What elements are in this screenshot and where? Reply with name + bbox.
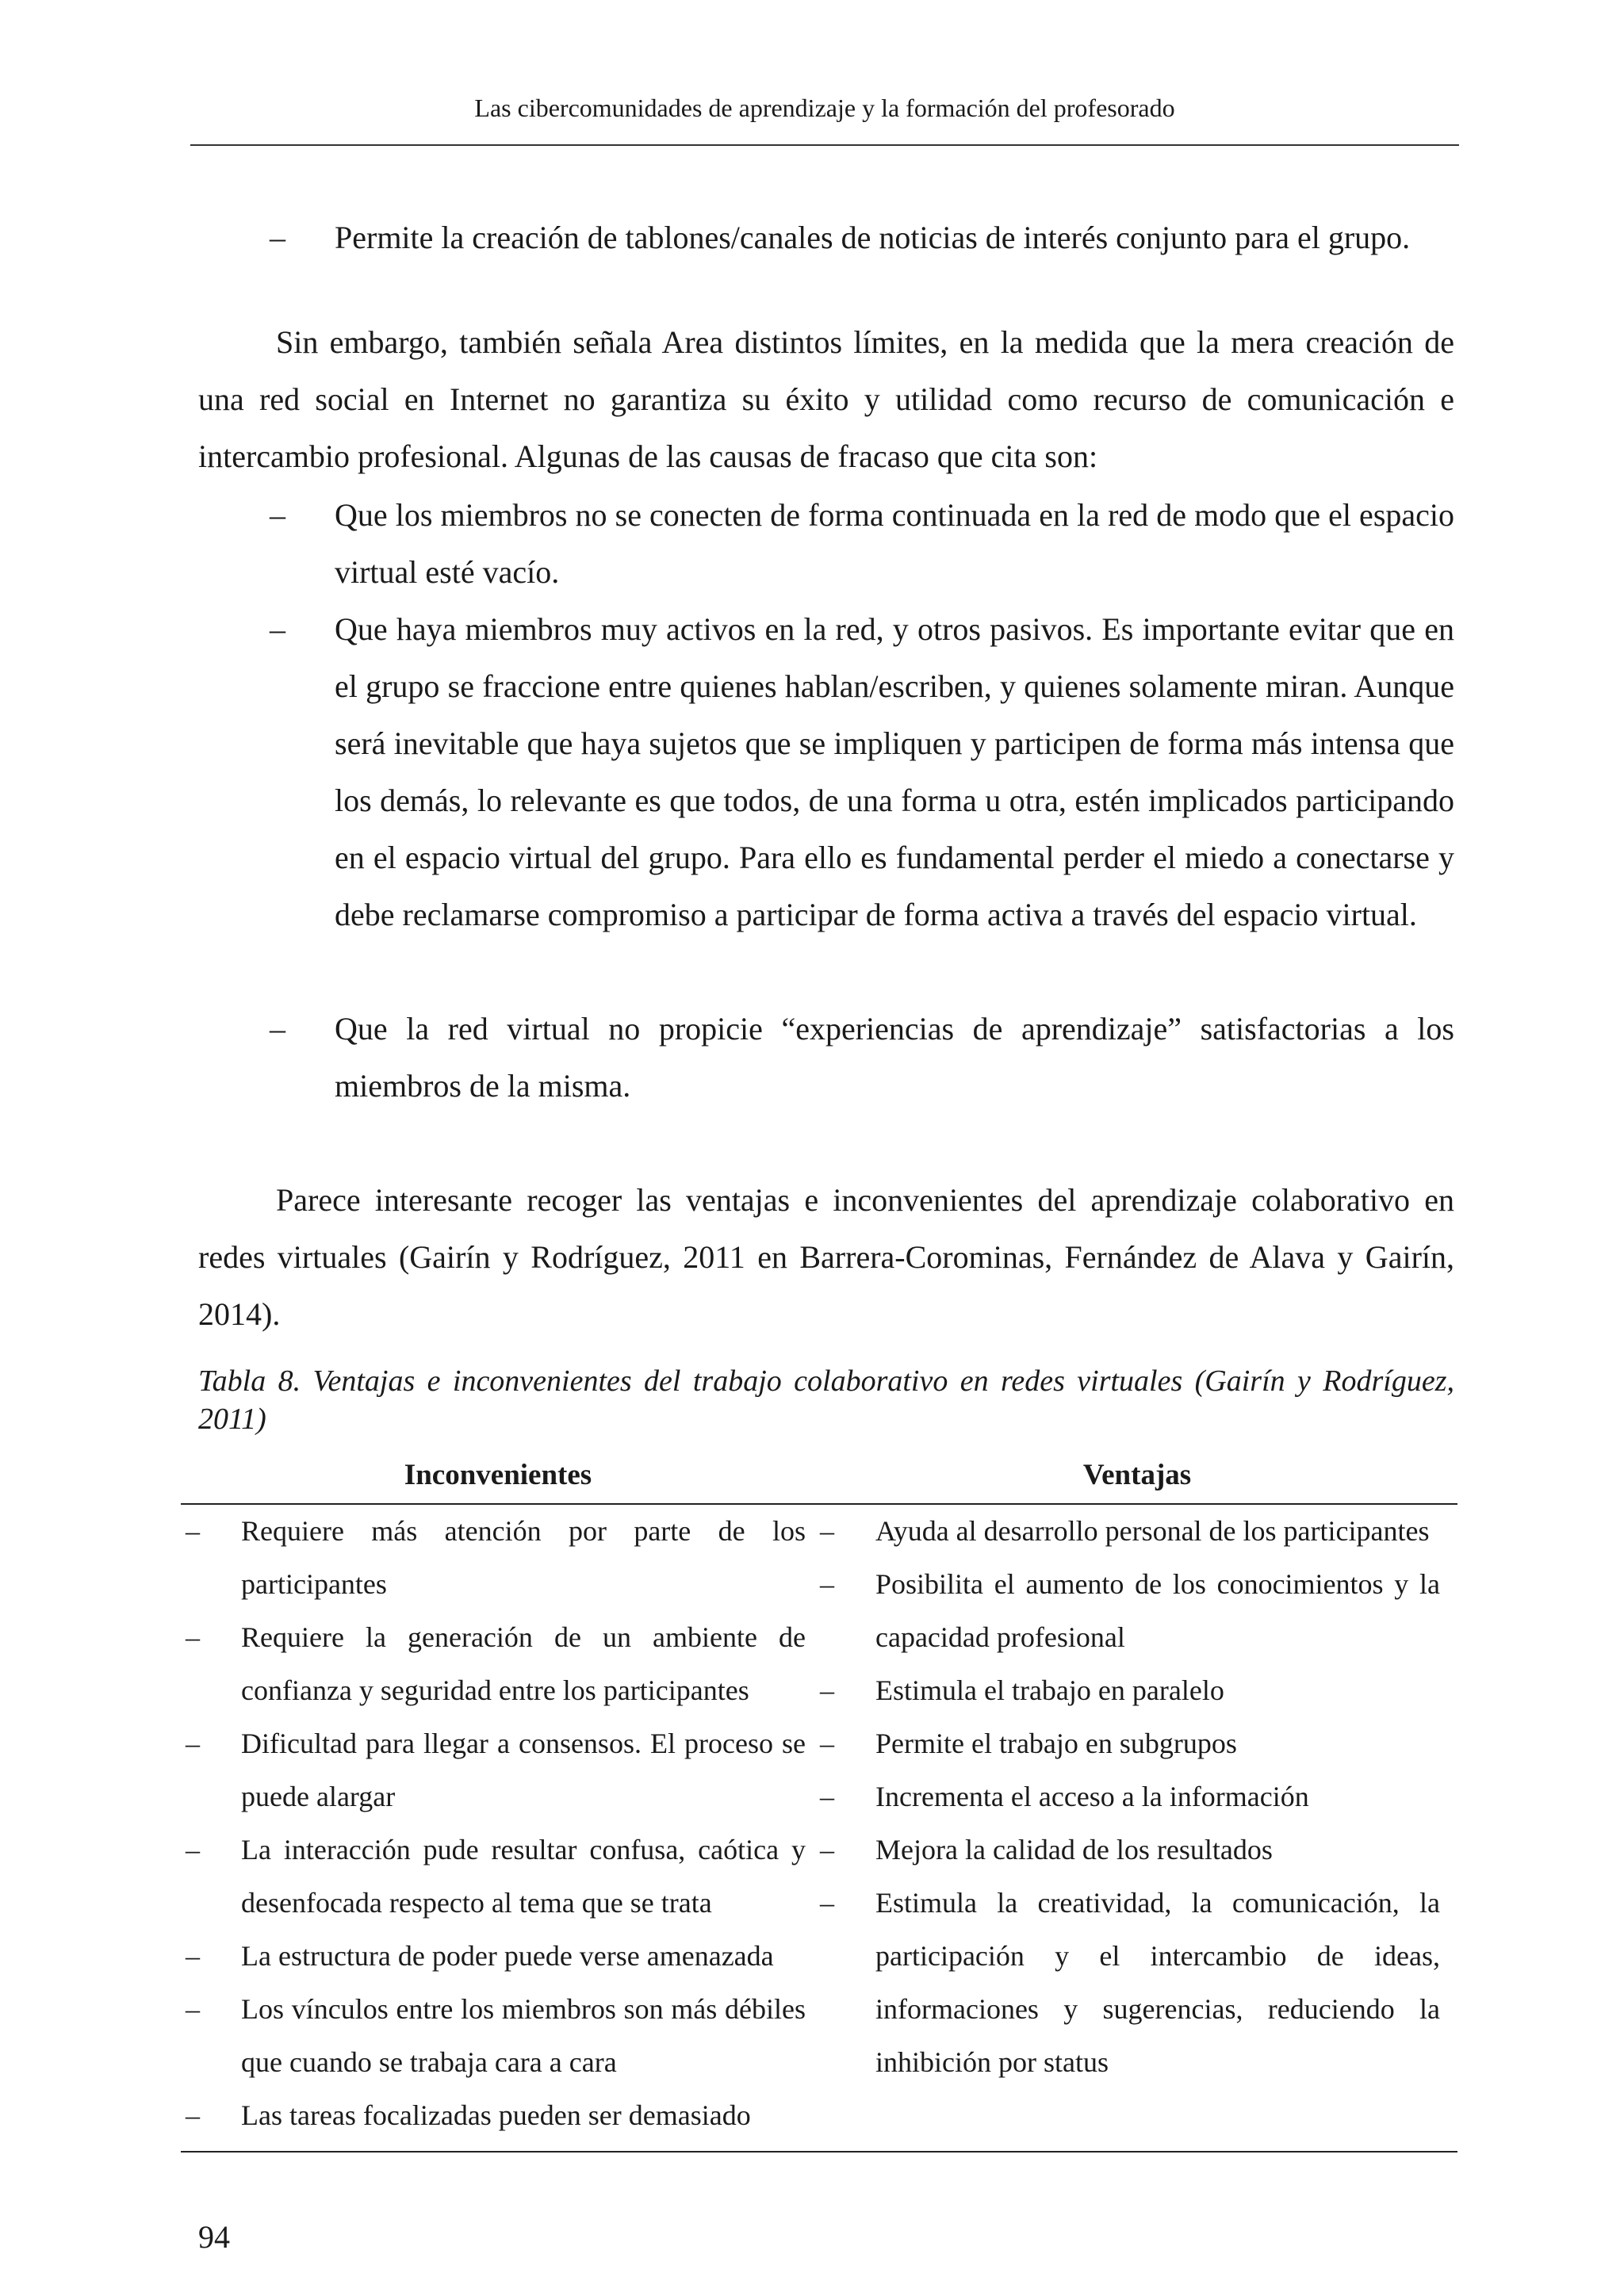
- inconvenientes-column: [186, 1505, 806, 2142]
- table-cell-ventaja: – Ayuda al desarrollo personal de los participantes: [820, 1505, 1440, 1558]
- dash-bullet: –: [820, 1674, 834, 1706]
- table-cell-inconveniente: – Las tareas focalizadas pueden ser demasiado: [186, 2089, 806, 2142]
- table-cell-inconveniente: – Dificultad para llegar a consensos. El proceso se puede alargar: [186, 1717, 806, 1823]
- paragraph-limits: Sin embargo, también señala Area distintos límites, en la medida que la mera creación de una red social en Internet no garantiza su éxito y utilidad como recurso de comunicación e intercambio profesional. Algunas de las causas de fracaso que cita son:: [198, 324, 1454, 474]
- column-header-inconvenientes: Inconvenientes: [404, 1459, 592, 1491]
- failure-cause-item: Que los miembros no se conecten de forma continuada en la red de modo que el espacio virtual esté vacío.: [335, 497, 1454, 590]
- dash-bullet: –: [186, 1621, 200, 1653]
- dash-bullet: –: [186, 2099, 200, 2131]
- dash-bullet: –: [820, 1834, 834, 1866]
- dash-bullet: –: [270, 611, 285, 647]
- table-bottom-rule: [181, 2151, 1457, 2152]
- paragraph-advantages-intro: Parece interesante recoger las ventajas e inconvenientes del aprendizaje colaborativo en redes virtuales (Gairín y Rodríguez, 2011 en Barrera-Corominas, Fernández de Alava y Gairín, 2014).: [198, 1182, 1454, 1332]
- dash-bullet: –: [820, 1887, 834, 1919]
- dash-bullet: –: [820, 1781, 834, 1812]
- ventajas-column: [820, 1505, 1440, 2089]
- table-cell-inconveniente: – Los vínculos entre los miembros son más débiles que cuando se trabaja cara a cara: [186, 1983, 806, 2089]
- dash-bullet: –: [186, 1728, 200, 1759]
- failure-cause-item: Que la red virtual no propicie “experiencias de aprendizaje” satisfactorias a los miembros de la misma.: [335, 1011, 1454, 1104]
- dash-bullet: –: [270, 1011, 285, 1047]
- table-cell-inconveniente: – La interacción pude resultar confusa, caótica y desenfocada respecto al tema que se trata: [186, 1823, 806, 1930]
- table-cell-ventaja: – Estimula la creatividad, la comunicación, la participación y el intercambio de ideas, informaciones y sugerencias, reduciendo la inhibición por status: [820, 1877, 1440, 2089]
- dash-bullet: –: [820, 1515, 834, 1547]
- table-cell-inconveniente: – Requiere la generación de un ambiente de confianza y seguridad entre los participantes: [186, 1611, 806, 1717]
- table-cell-ventaja: – Permite el trabajo en subgrupos: [820, 1717, 1440, 1770]
- table-cell-ventaja: – Incrementa el acceso a la información: [820, 1770, 1440, 1823]
- header-rule: [190, 144, 1459, 146]
- dash-bullet: –: [820, 1728, 834, 1759]
- dash-bullet: –: [186, 1515, 200, 1547]
- dash-bullet: –: [270, 497, 285, 533]
- page-number: 94: [198, 2219, 230, 2255]
- running-header: Las cibercomunidades de aprendizaje y la formación del profesorado: [474, 94, 1175, 122]
- table-cell-ventaja: – Estimula el trabajo en paralelo: [820, 1664, 1440, 1717]
- failure-cause-item: Que haya miembros muy activos en la red, y otros pasivos. Es importante evitar que en el grupo se fraccione entre quienes hablan/escriben, y quienes solamente miran. Aunque será inevitable que haya sujetos que se impliquen y participen de forma más intensa que los demás, lo relevante es que todos, de una forma u otra, estén implicados participando en el espacio virtual del grupo. Para ello es fundamental perder el miedo a conectarse y debe reclamarse compromiso a participar de forma activa a través del espacio virtual.: [335, 611, 1454, 932]
- dash-bullet: –: [186, 1940, 200, 1972]
- dash-bullet: –: [186, 1834, 200, 1866]
- dash-bullet: –: [186, 1993, 200, 2025]
- column-header-ventajas: Ventajas: [1082, 1459, 1192, 1491]
- table-cell-inconveniente: – La estructura de poder puede verse amenazada: [186, 1930, 806, 1983]
- dash-bullet: –: [270, 220, 285, 255]
- table-cell-inconveniente: – Requiere más atención por parte de los participantes: [186, 1505, 806, 1611]
- table-cell-ventaja: – Mejora la calidad de los resultados: [820, 1823, 1440, 1877]
- dash-bullet: –: [820, 1568, 834, 1600]
- table-cell-ventaja: – Posibilita el aumento de los conocimientos y la capacidad profesional: [820, 1558, 1440, 1664]
- table-caption: Tabla 8. Ventajas e inconvenientes del trabajo colaborativo en redes virtuales (Gairín y Rodríguez, 2011): [198, 1364, 1454, 1436]
- top-bullet-text: Permite la creación de tablones/canales de noticias de interés conjunto para el grupo.: [335, 220, 1411, 255]
